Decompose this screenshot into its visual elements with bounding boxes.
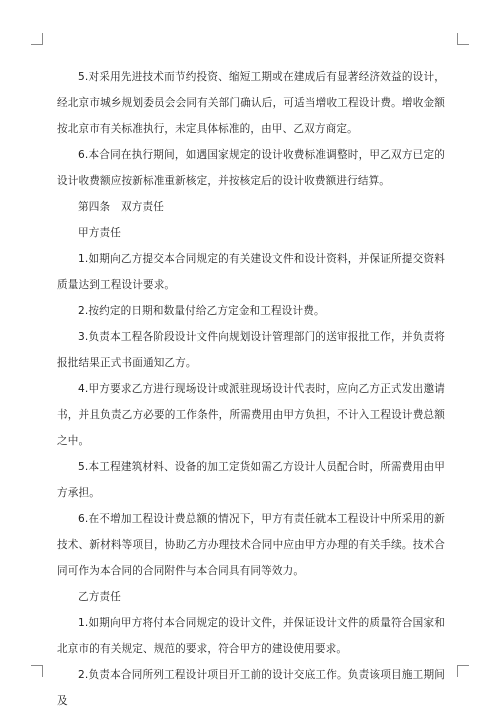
crop-mark-bottom-right — [457, 665, 469, 677]
paragraph-party-a-item-4: 4.甲方要求乙方进行现场设计或派驻现场设计代表时，应向乙方正式发出邀请书，并且负责乙方必要的工作条件，所需费用由甲方负担，不计入工程设计费总额之中。 — [57, 383, 445, 447]
crop-mark-top-right — [457, 33, 469, 45]
paragraph-party-a-item-2: 2.按约定的日期和数量付给乙方定金和工程设计费。 — [78, 305, 325, 317]
paragraph-party-b-item-2: 2.负责本合同所列工程设计项目开工前的设计交底工作。负责该项目施工期间及 — [57, 669, 445, 707]
paragraph-party-a-item-1: 1.如期向乙方提交本合同规定的有关建设文件和设计资料，并保证所提交资料质量达到工程设计要求。 — [57, 253, 445, 291]
paragraph-party-a-item-5: 5.本工程建筑材料、设备的加工定货如需乙方设计人员配合时，所需费用由甲方承担。 — [57, 461, 445, 499]
paragraph-party-a-item-3: 3.负责本工程各阶段设计文件向规划设计管理部门的送审报批工作，并负责将报批结果正式书面通知乙方。 — [57, 331, 445, 369]
paragraph-design-fee-increase: 5.对采用先进技术而节约投资、缩短工期或在建成后有显著经济效益的设计，经北京市城乡规划委员会会同有关部门确认后，可适当增收工程设计费。增收金额按北京市有关标准执行，未定具体标准的，由甲、乙双方商定。 — [57, 71, 445, 135]
paragraph-party-b-item-1: 1.如期向甲方将付本合同规定的设计文件，并保证设计文件的质量符合国家和北京市的有关规定、规范的要求，符合甲方的建设使用要求。 — [57, 617, 445, 655]
paragraph-fee-adjustment: 6.本合同在执行期间，如遇国家规定的设计收费标准调整时，甲乙双方已定的设计收费额应按新标准重新核定，并按核定后的设计收费额进行结算。 — [57, 149, 445, 187]
subheading-party-b-duties: 乙方责任 — [78, 591, 121, 603]
crop-mark-bottom-left — [31, 665, 43, 677]
document-body — [57, 64, 445, 714]
crop-mark-top-left — [31, 33, 43, 45]
paragraph-party-a-item-6: 6.在不增加工程设计费总额的情况下，甲方有责任就本工程设计中所采用的新技术、新材料等项目，协助乙方办理技术合同中应由甲方办理的有关手续。技术合同可作为本合同的合同附件与本合同具有同等效力。 — [57, 513, 445, 577]
subheading-party-a-duties: 甲方责任 — [78, 227, 121, 239]
section-heading-article-4: 第四条 双方责任 — [78, 201, 164, 213]
